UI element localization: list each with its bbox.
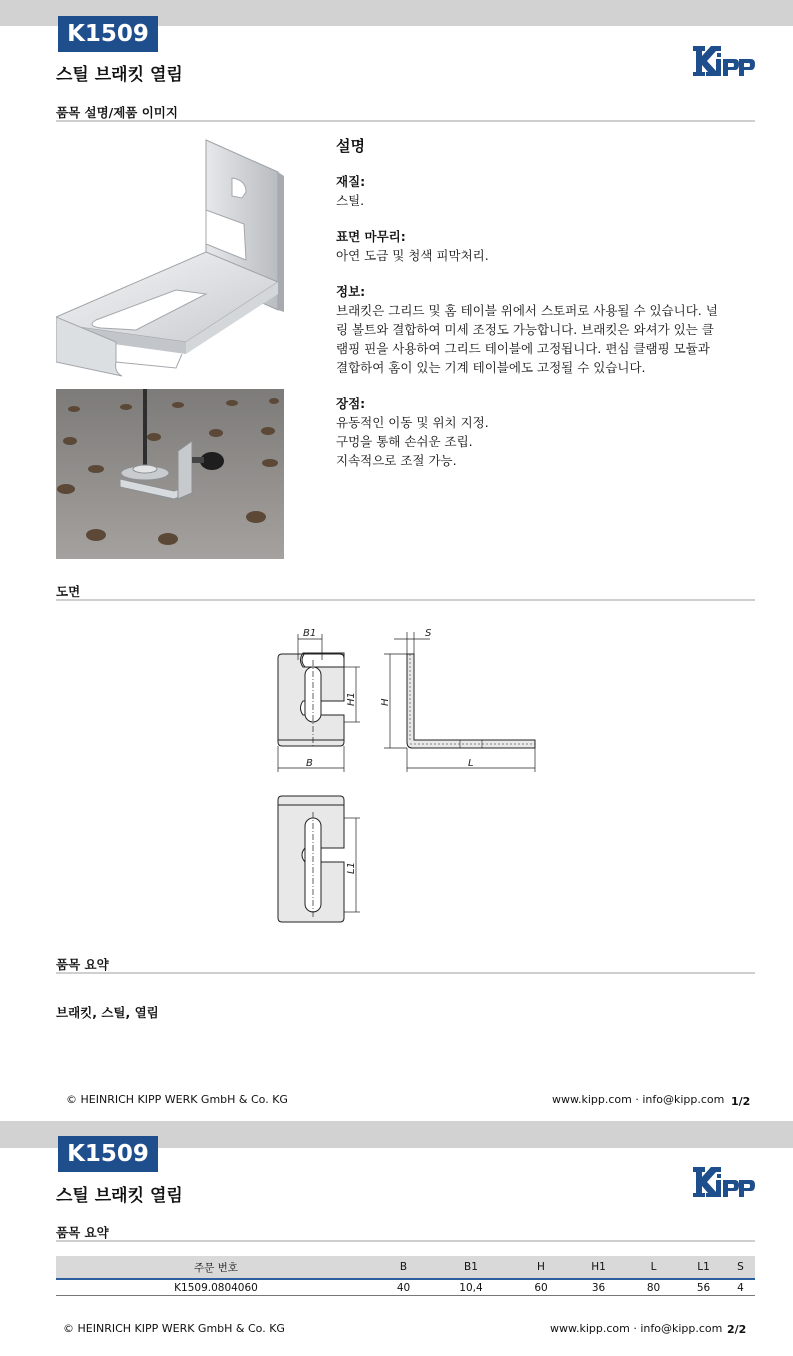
application-photo-icon: [56, 389, 284, 559]
spec-table: [56, 1256, 755, 1296]
product-code-badge: K1509: [58, 16, 158, 52]
label-b1: B1: [303, 628, 317, 639]
column-header: H1: [571, 1256, 626, 1279]
section-divider: [56, 1240, 755, 1242]
table-cell: 10,4: [431, 1279, 511, 1296]
section-divider: [56, 972, 755, 974]
finish-label: 표면 마무리:: [336, 229, 406, 244]
material-label: 재질:: [336, 174, 366, 189]
section-divider: [56, 120, 755, 122]
label-h1: H1: [346, 692, 357, 706]
summary-text: 브래킷, 스틸, 열림: [56, 1005, 159, 1020]
feature-line: 구멍을 통해 손쉬운 조립.: [336, 434, 473, 449]
section-heading-images: 품목 설명/제품 이미지: [56, 105, 178, 120]
table-cell: 36: [571, 1279, 626, 1296]
description-block: [336, 137, 756, 470]
table-cell: 40: [376, 1279, 431, 1296]
section-heading-summary: 품목 요약: [56, 957, 109, 972]
label-b: B: [306, 758, 313, 769]
column-header: S: [726, 1256, 755, 1279]
section-heading-summary: 품목 요약: [56, 1225, 109, 1240]
column-header: H: [511, 1256, 571, 1279]
label-h: H: [380, 698, 391, 706]
kipp-logo-icon: [691, 42, 755, 76]
column-header: 주문 번호: [56, 1256, 376, 1279]
description-heading: 설명: [336, 137, 365, 155]
section-divider: [56, 599, 755, 601]
table-row: [56, 1279, 755, 1296]
product-code-badge: K1509: [58, 1136, 158, 1172]
section-heading-drawing: 도면: [56, 584, 81, 599]
finish-value: 아연 도금 및 청색 피막처리.: [336, 248, 489, 263]
page-number: 1/2: [731, 1095, 751, 1108]
material-value: 스틸.: [336, 193, 365, 208]
label-s: S: [425, 628, 432, 639]
info-line: 램핑 핀을 사용하여 그리드 테이블에 고정됩니다. 편심 클램핑 모듈과: [336, 341, 710, 356]
page-title: 스틸 브래킷 열림: [56, 1186, 183, 1206]
technical-drawing-icon: [260, 620, 550, 935]
feature-line: 지속적으로 조절 가능.: [336, 453, 457, 468]
info-line: 브래킷은 그리드 및 홈 테이블 위에서 스토퍼로 사용될 수 있습니다. 널: [336, 303, 718, 318]
footer-copyright: © HEINRICH KIPP WERK GmbH & Co. KG: [66, 1093, 288, 1106]
page-title: 스틸 브래킷 열림: [56, 65, 183, 85]
column-header: B: [376, 1256, 431, 1279]
column-header: L: [626, 1256, 681, 1279]
info-line: 결합하여 홈이 있는 기계 테이블에도 고정될 수 있습니다.: [336, 360, 646, 375]
feature-line: 유동적인 이동 및 위치 지정.: [336, 415, 489, 430]
table-cell: K1509.0804060: [56, 1279, 376, 1296]
info-line: 링 볼트와 결합하여 미세 조정도 가능합니다. 브래킷은 와셔가 있는 클: [336, 322, 714, 337]
label-l: L: [468, 758, 474, 769]
kipp-logo-icon: [691, 1163, 755, 1197]
table-cell: 56: [681, 1279, 726, 1296]
footer-contact[interactable]: www.kipp.com · info@kipp.com: [550, 1322, 723, 1335]
table-cell: 80: [626, 1279, 681, 1296]
table-cell: 4: [726, 1279, 755, 1296]
column-header: B1: [431, 1256, 511, 1279]
footer-copyright: © HEINRICH KIPP WERK GmbH & Co. KG: [63, 1322, 285, 1335]
bracket-photo-icon: [56, 132, 284, 384]
info-label: 정보:: [336, 284, 366, 299]
label-l1: L1: [346, 862, 357, 874]
footer-contact[interactable]: www.kipp.com · info@kipp.com: [552, 1093, 725, 1106]
page-number: 2/2: [727, 1323, 747, 1336]
column-header: L1: [681, 1256, 726, 1279]
table-cell: 60: [511, 1279, 571, 1296]
table-header-row: [56, 1256, 755, 1279]
features-label: 장점:: [336, 396, 366, 411]
